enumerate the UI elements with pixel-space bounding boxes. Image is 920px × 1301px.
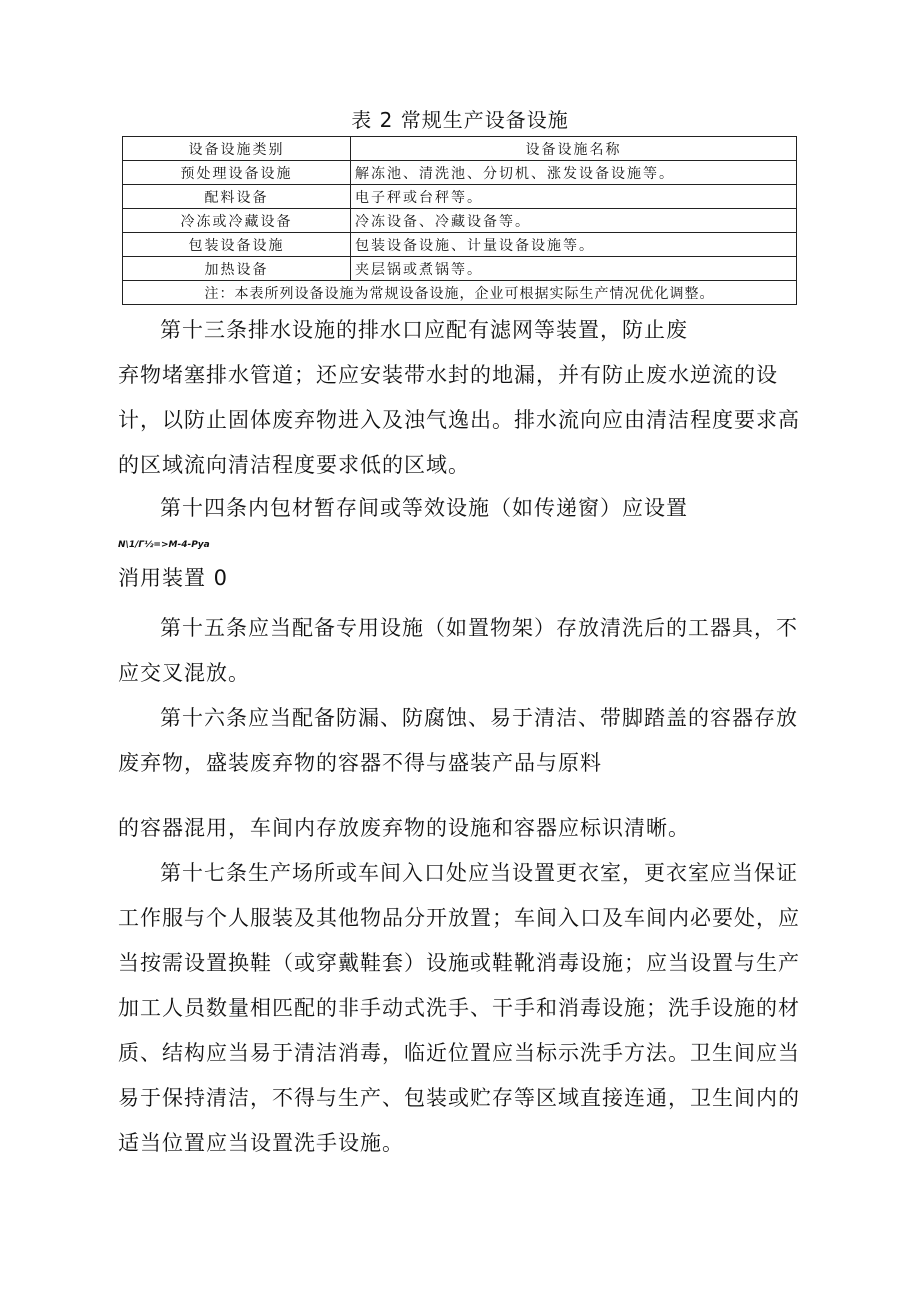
article-13-body: 弃物堵塞排水管道；还应安装带水封的地漏，并有防止废水逆流的设计，以防止固体废弃物进入及浊气逸出。排水流向应由清洁程度要求高的区域流向清洁程度要求低的区域。 [118,363,800,477]
article-17: 第十七条生产场所或车间入口处应当设置更衣室，更衣室应当保证工作服与个人服装及其他物品分开放置；车间入口及车间内必要处，应当按需设置换鞋（或穿戴鞋套）设施或鞋靴消毒设施；应当设置与生产加工人员数量相匹配的非手动式洗手、干手和消毒设施；洗手设施的材质、结构应当易于清洁消毒，临近位置应当标示洗手方法。卫生间应当易于保持清洁，不得与生产、包装或贮存等区域直接连通，卫生间内的适当位置应当设置洗手设施。 [118,861,800,1155]
table-note: 注：本表所列设备设施为常规设备设施，企业可根据实际生产情况优化调整。 [123,281,797,305]
article-14-line2: 消用装置 0 [118,566,229,590]
row-name: 电子秤或台秤等。 [351,185,797,209]
table-row [123,257,797,281]
equipment-table [122,136,797,305]
article-16-part2: 的容器混用，车间内存放废弃物的设施和容器应标识清晰。 [118,816,690,840]
row-name: 夹层锅或煮锅等。 [351,257,797,281]
row-category: 冷冻或冷藏设备 [123,209,351,233]
article-16-part1: 第十六条应当配备防漏、防腐蚀、易于清洁、带脚踏盖的容器存放废弃物，盛装废弃物的容器不得与盛装产品与原料 [118,706,798,775]
header-category: 设备设施类别 [123,137,351,161]
row-category: 配料设备 [123,185,351,209]
row-category: 加热设备 [123,257,351,281]
row-category: 包装设备设施 [123,233,351,257]
table-row [123,161,797,185]
row-name: 包装设备设施、计量设备设施等。 [351,233,797,257]
table-note-row [123,281,797,305]
table-caption: 表 2 常规生产设备设施 [351,108,569,132]
article-14-line1: 第十四条内包材暂存间或等效设施（如传递窗）应设置 [160,496,688,520]
header-name: 设备设施名称 [351,137,797,161]
table-header-row [123,137,797,161]
table-row [123,185,797,209]
row-name: 冷冻设备、冷藏设备等。 [351,209,797,233]
article-15: 第十五条应当配备专用设施（如置物架）存放清洗后的工器具，不应交叉混放。 [118,616,798,685]
row-name: 解冻池、清洗池、分切机、涨发设备设施等。 [351,161,797,185]
table-row [123,209,797,233]
garbled-text: N\1/Γ½=>M-4-Pya [118,540,210,550]
row-category: 预处理设备设施 [123,161,351,185]
table-row [123,233,797,257]
article-13-line1: 第十三条排水设施的排水口应配有滤网等装置，防止废 [160,318,688,342]
